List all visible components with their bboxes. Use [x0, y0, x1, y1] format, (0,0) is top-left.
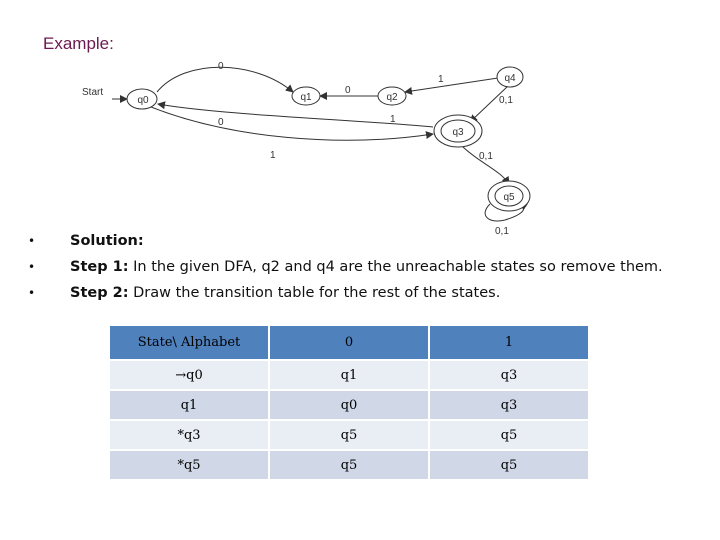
table-row	[110, 361, 588, 389]
edge-label-q0-q3: 0	[218, 117, 224, 128]
bullet-dot: •	[28, 260, 36, 274]
edge-label-q3-q5: 0,1	[479, 151, 493, 162]
edge-label-q5-q0: 1	[270, 150, 276, 161]
cell-state: *q5	[110, 451, 268, 479]
slide-title: Example:	[43, 34, 114, 53]
header-symbol-0: 0	[270, 326, 428, 359]
edge-label-q4-q2: 1	[438, 74, 444, 85]
bullet-dot: •	[28, 286, 36, 300]
cell-on-1: q3	[430, 361, 588, 389]
state-label-q0: q0	[137, 95, 149, 106]
header-state-alphabet: State\ Alphabet	[110, 326, 268, 359]
cell-on-0: q1	[270, 361, 428, 389]
cell-on-0: q5	[270, 421, 428, 449]
state-label-q2: q2	[386, 92, 398, 103]
cell-on-1: q5	[430, 451, 588, 479]
edge-label-q5-self: 0,1	[495, 226, 509, 237]
cell-state: q1	[110, 391, 268, 419]
edge-label-q0-q1-top: 0	[218, 61, 224, 72]
bullet-lead: Step 1:	[70, 259, 129, 275]
edge-label-q2-q1: 0	[345, 85, 351, 96]
header-symbol-1: 1	[430, 326, 588, 359]
state-label-q5: q5	[503, 192, 515, 203]
cell-on-0: q0	[270, 391, 428, 419]
transition-table	[108, 324, 590, 481]
bullet-lead: Step 2:	[70, 285, 129, 301]
edge-label-q3-q1: 1	[390, 114, 396, 125]
state-label-q4: q4	[504, 73, 516, 84]
dfa-diagram	[0, 0, 720, 250]
cell-on-0: q5	[270, 451, 428, 479]
edge-q4-q2	[405, 78, 498, 92]
cell-state: →q0	[110, 361, 268, 389]
table-row	[110, 391, 588, 419]
table-row	[110, 421, 588, 449]
bullet-dot: •	[28, 234, 36, 248]
start-label: Start	[82, 87, 104, 98]
edge-label-q4-q3: 0,1	[499, 95, 513, 106]
bullet-text: In the given DFA, q2 and q4 are the unreachable states so remove them.	[128, 259, 663, 275]
bullet-text: Draw the transition table for the rest of the states.	[128, 285, 501, 301]
state-label-q1: q1	[300, 92, 312, 103]
cell-state: *q3	[110, 421, 268, 449]
bullet-lead: Solution:	[70, 233, 144, 249]
cell-on-1: q3	[430, 391, 588, 419]
table-header-row	[110, 326, 588, 359]
table-row	[110, 451, 588, 479]
cell-on-1: q5	[430, 421, 588, 449]
state-label-q3: q3	[452, 127, 464, 138]
edge-q0-q1-top	[157, 67, 293, 92]
